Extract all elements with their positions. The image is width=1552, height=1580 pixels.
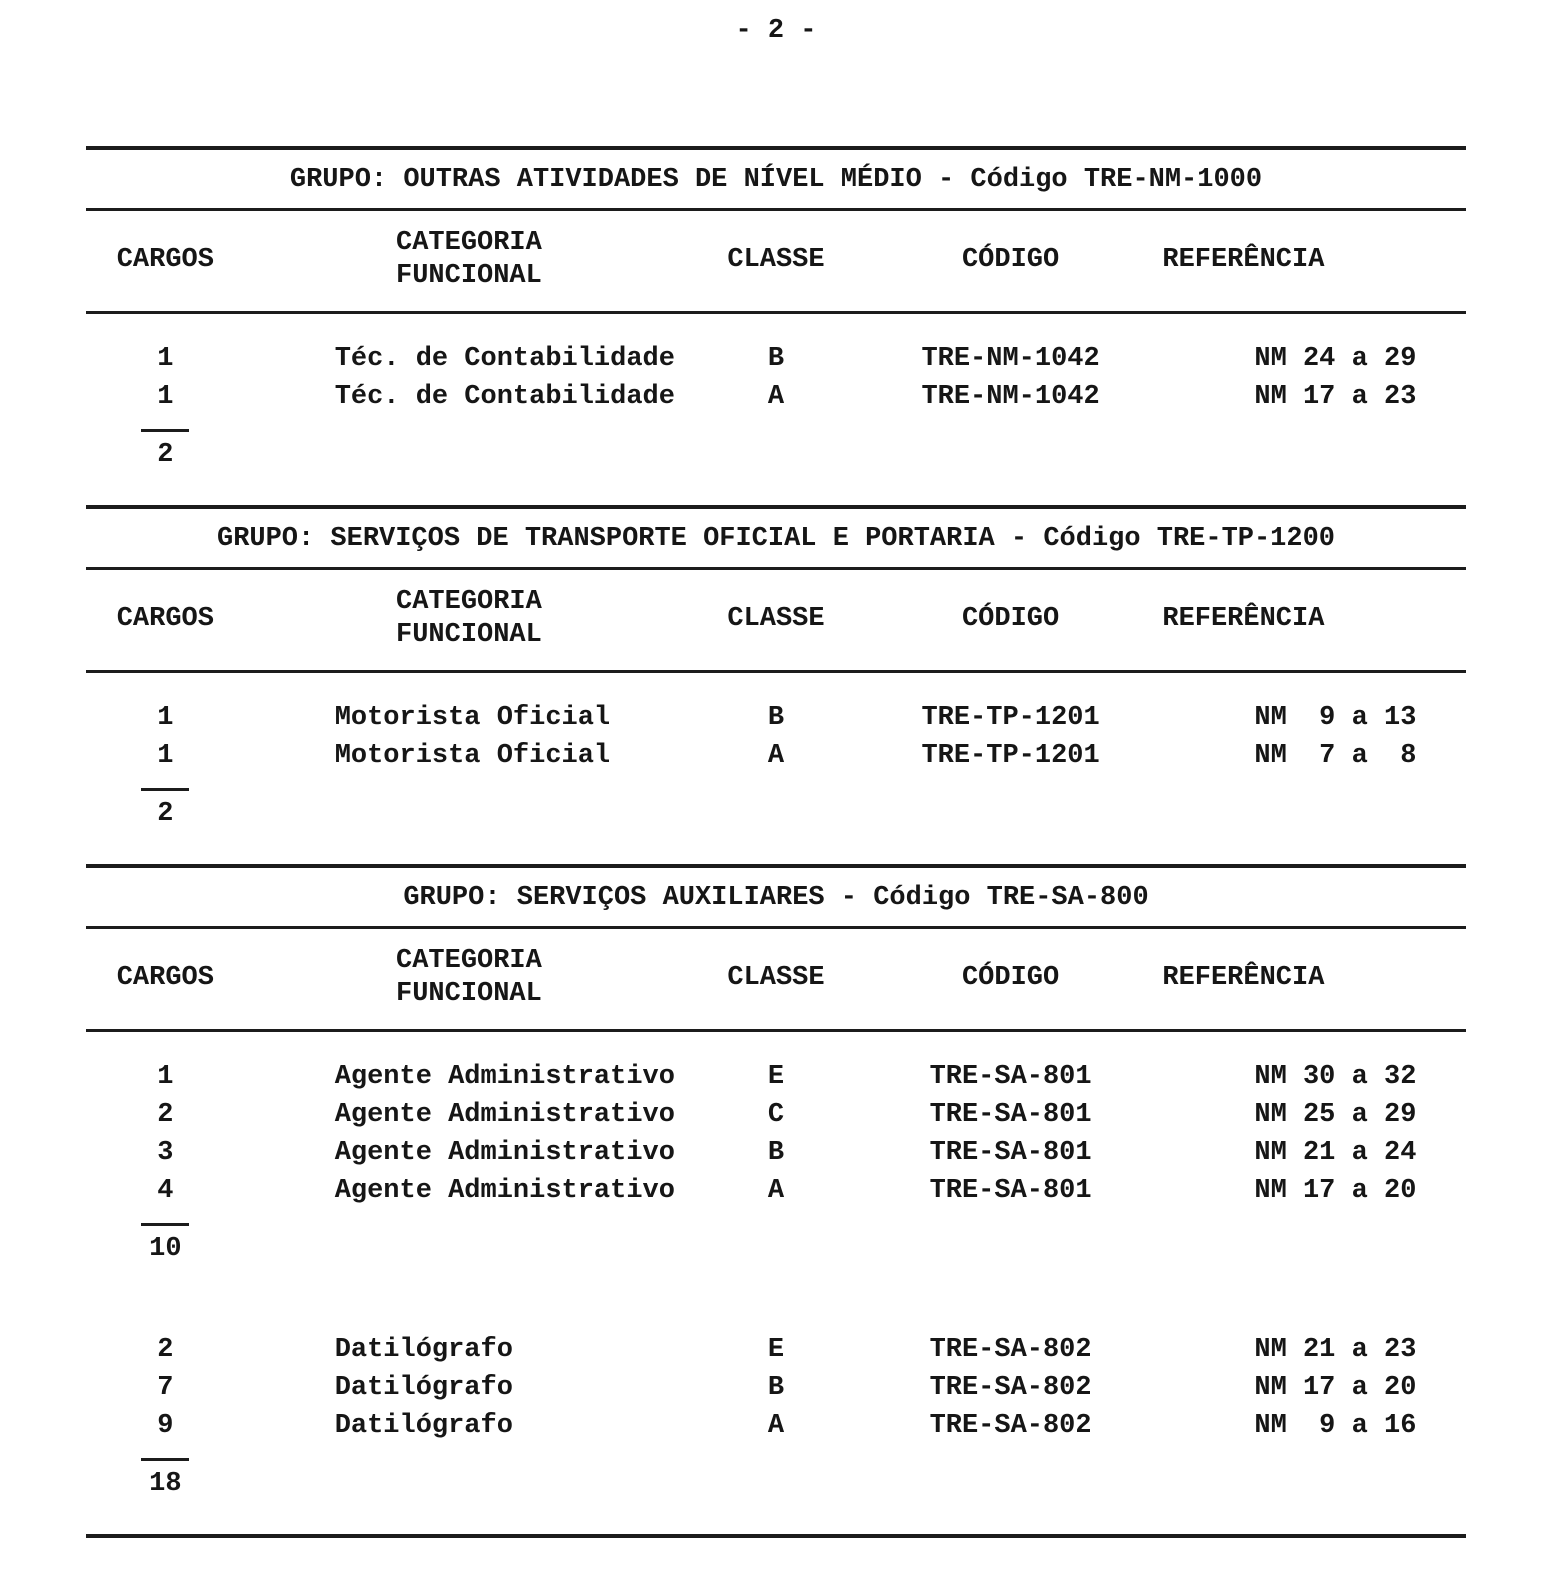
cell-cargos: 7	[157, 1373, 174, 1403]
cell-classe: A	[767, 1411, 785, 1441]
column-header-cargos: CARGOS	[86, 210, 245, 313]
column-header-categoria-line2: FUNCIONAL	[396, 620, 542, 650]
sum-line	[141, 788, 189, 791]
cell-codigo: TRE-NM-1042	[921, 344, 1100, 374]
table-row	[86, 1172, 1466, 1210]
cell-categoria: Datilógrafo	[334, 1411, 513, 1441]
cell-classe: A	[767, 1176, 785, 1206]
cell-referencia: NM 21 a 23	[1254, 1335, 1417, 1365]
column-header-classe: CLASSE	[693, 928, 859, 1031]
total-row	[86, 1210, 1466, 1299]
column-header-cargos: CARGOS	[86, 569, 245, 672]
document-body	[86, 146, 1466, 1538]
column-header-row	[86, 928, 1466, 1031]
table-row	[86, 1031, 1466, 1097]
cell-cargos: 1	[157, 1062, 174, 1092]
cell-classe: C	[767, 1100, 785, 1130]
cell-codigo: TRE-SA-801	[929, 1176, 1092, 1206]
section-title: GRUPO: SERVIÇOS AUXILIARES - Código TRE-SA-800	[86, 866, 1466, 928]
column-header-classe: CLASSE	[693, 569, 859, 672]
cell-codigo: TRE-NM-1042	[921, 382, 1100, 412]
cell-referencia: NM 17 a 23	[1254, 382, 1417, 412]
total-cargos: 2	[157, 440, 174, 470]
section-title-row	[86, 507, 1466, 569]
cell-categoria: Téc. de Contabilidade	[334, 344, 675, 374]
section-title: GRUPO: OUTRAS ATIVIDADES DE NÍVEL MÉDIO - Código TRE-NM-1000	[86, 148, 1466, 210]
cell-cargos: 4	[157, 1176, 174, 1206]
cell-cargos: 1	[157, 382, 174, 412]
group	[86, 672, 1466, 865]
cell-categoria: Motorista Oficial	[334, 703, 611, 733]
column-header-codigo: CÓDIGO	[859, 569, 1163, 672]
total-cargos: 10	[149, 1234, 182, 1264]
column-header-codigo: CÓDIGO	[859, 928, 1163, 1031]
cell-classe: E	[767, 1062, 785, 1092]
total-cell	[86, 775, 245, 864]
cell-codigo: TRE-SA-802	[929, 1335, 1092, 1365]
cell-referencia: NM 21 a 24	[1254, 1138, 1417, 1168]
cell-referencia: NM 25 a 29	[1254, 1100, 1417, 1130]
table-row	[86, 378, 1466, 416]
section-table-tp-1200	[86, 505, 1466, 864]
table-row	[86, 737, 1466, 775]
table-row	[86, 672, 1466, 738]
cell-referencia: NM 24 a 29	[1254, 344, 1417, 374]
cell-categoria: Agente Administrativo	[334, 1100, 675, 1130]
cell-referencia: NM 30 a 32	[1254, 1062, 1417, 1092]
cell-referencia: NM 9 a 13	[1254, 703, 1417, 733]
sum-line	[141, 1223, 189, 1226]
cell-classe: A	[767, 741, 785, 771]
table-row	[86, 1096, 1466, 1134]
sum-line	[141, 429, 189, 432]
group	[86, 313, 1466, 506]
column-header-categoria-line1: CATEGORIA	[396, 587, 542, 617]
section-title: GRUPO: SERVIÇOS DE TRANSPORTE OFICIAL E PORTARIA - Código TRE-TP-1200	[86, 507, 1466, 569]
column-header-categoria-line1: CATEGORIA	[396, 946, 542, 976]
cell-classe: A	[767, 382, 785, 412]
group	[86, 1299, 1466, 1536]
section-title-row	[86, 148, 1466, 210]
column-header-classe: CLASSE	[693, 210, 859, 313]
total-cell	[86, 1210, 245, 1299]
column-header-cargos: CARGOS	[86, 928, 245, 1031]
table-row	[86, 313, 1466, 379]
table-row	[86, 1299, 1466, 1369]
empty-cell	[245, 775, 1466, 864]
cell-cargos: 1	[157, 703, 174, 733]
cell-referencia: NM 17 a 20	[1254, 1176, 1417, 1206]
table-row	[86, 1407, 1466, 1445]
cell-cargos: 2	[157, 1100, 174, 1130]
cell-categoria: Datilógrafo	[334, 1335, 513, 1365]
total-cell	[86, 416, 245, 505]
cell-classe: B	[767, 1373, 785, 1403]
column-header-categoria	[245, 210, 694, 313]
cell-classe: B	[767, 703, 785, 733]
cell-codigo: TRE-SA-801	[929, 1138, 1092, 1168]
total-row	[86, 416, 1466, 505]
cell-codigo: TRE-SA-801	[929, 1100, 1092, 1130]
cell-categoria: Motorista Oficial	[334, 741, 611, 771]
cell-cargos: 1	[157, 741, 174, 771]
cell-categoria: Datilógrafo	[334, 1373, 513, 1403]
column-header-row	[86, 210, 1466, 313]
column-header-referencia: REFERÊNCIA	[1162, 569, 1466, 672]
total-cell	[86, 1445, 245, 1536]
total-cargos: 18	[149, 1469, 182, 1499]
total-row	[86, 775, 1466, 864]
table-row	[86, 1134, 1466, 1172]
cell-categoria: Téc. de Contabilidade	[334, 382, 675, 412]
cell-categoria: Agente Administrativo	[334, 1138, 675, 1168]
sum-line	[141, 1458, 189, 1461]
column-header-codigo: CÓDIGO	[859, 210, 1163, 313]
column-header-categoria	[245, 569, 694, 672]
section-table-sa-800	[86, 864, 1466, 1538]
cell-referencia: NM 7 a 8	[1254, 741, 1417, 771]
empty-cell	[245, 416, 1466, 505]
cell-categoria: Agente Administrativo	[334, 1176, 675, 1206]
group	[86, 1031, 1466, 1300]
total-row	[86, 1445, 1466, 1536]
cell-referencia: NM 9 a 16	[1254, 1411, 1417, 1441]
cell-codigo: TRE-SA-802	[929, 1373, 1092, 1403]
column-header-referencia: REFERÊNCIA	[1162, 928, 1466, 1031]
cell-cargos: 9	[157, 1411, 174, 1441]
cell-codigo: TRE-TP-1201	[921, 703, 1100, 733]
section-table-nm-1000	[86, 146, 1466, 505]
cell-categoria: Agente Administrativo	[334, 1062, 675, 1092]
column-header-row	[86, 569, 1466, 672]
cell-classe: E	[767, 1335, 785, 1365]
column-header-categoria-line2: FUNCIONAL	[396, 979, 542, 1009]
cell-classe: B	[767, 344, 785, 374]
table-row	[86, 1369, 1466, 1407]
cell-codigo: TRE-SA-801	[929, 1062, 1092, 1092]
section-title-row	[86, 866, 1466, 928]
cell-codigo: TRE-TP-1201	[921, 741, 1100, 771]
cell-cargos: 2	[157, 1335, 174, 1365]
cell-classe: B	[767, 1138, 785, 1168]
column-header-categoria-line1: CATEGORIA	[396, 228, 542, 258]
total-cargos: 2	[157, 799, 174, 829]
column-header-categoria	[245, 928, 694, 1031]
column-header-categoria-line2: FUNCIONAL	[396, 261, 542, 291]
empty-cell	[245, 1210, 1466, 1299]
cell-cargos: 1	[157, 344, 174, 374]
cell-referencia: NM 17 a 20	[1254, 1373, 1417, 1403]
empty-cell	[245, 1445, 1466, 1536]
cell-cargos: 3	[157, 1138, 174, 1168]
page-number: - 2 -	[735, 16, 817, 46]
column-header-referencia: REFERÊNCIA	[1162, 210, 1466, 313]
cell-codigo: TRE-SA-802	[929, 1411, 1092, 1441]
